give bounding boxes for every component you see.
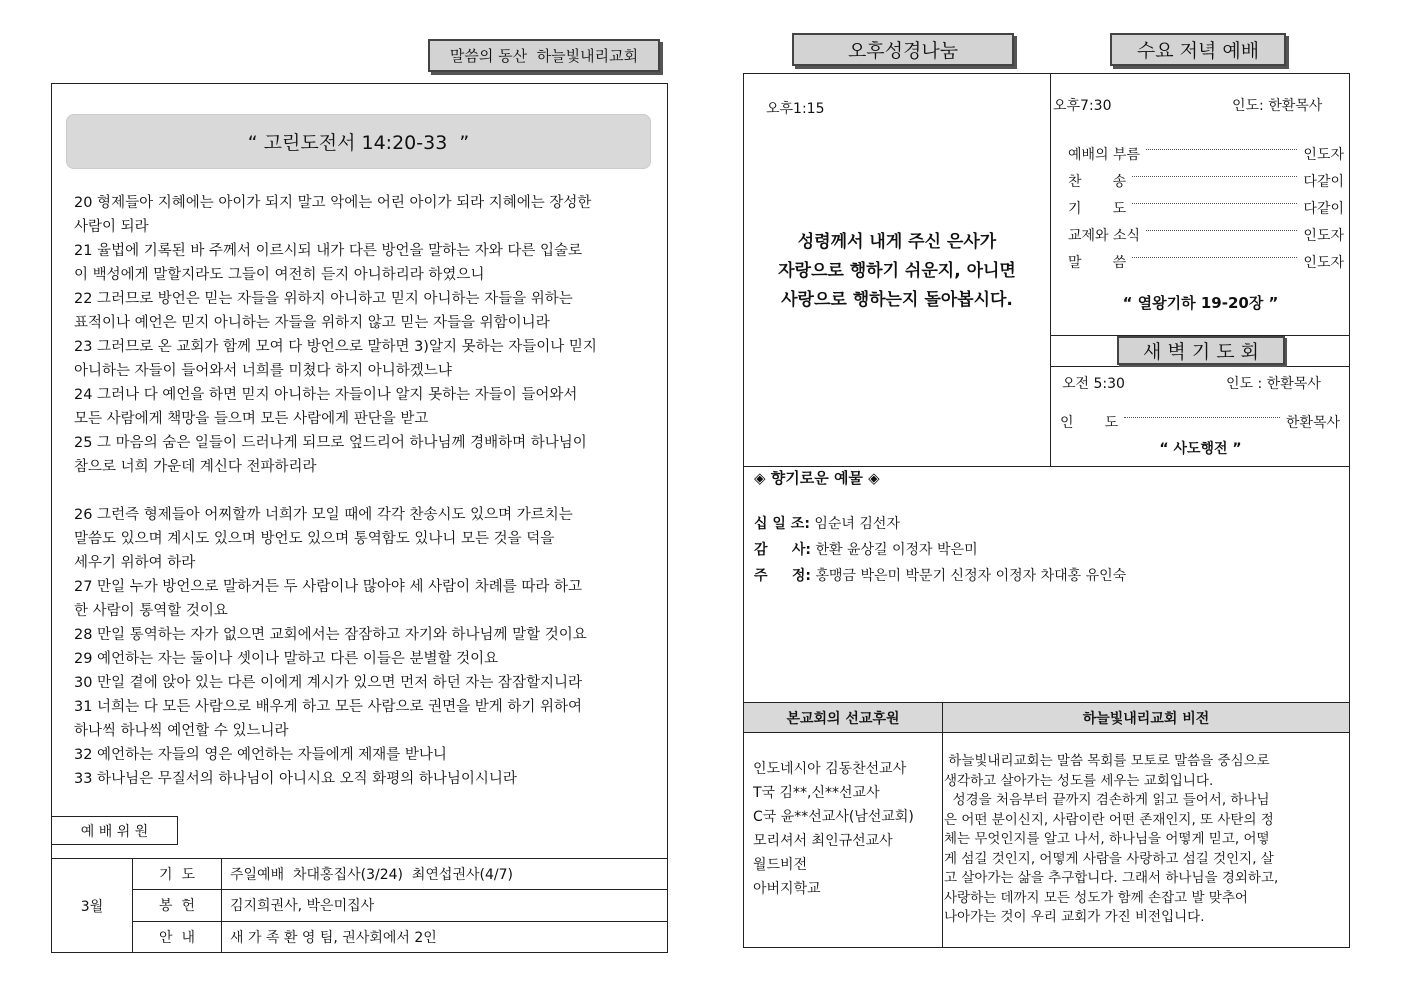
list-item bbox=[754, 563, 1126, 589]
wednesday-tab-text: 수요 저녁 예배 bbox=[1136, 40, 1260, 62]
verse-line: 29 예언하는 자는 둘이나 셋이나 말하고 다른 이들은 분별할 것이요 bbox=[74, 651, 499, 667]
committee-label bbox=[51, 816, 178, 845]
verse-line: 27 만일 누가 방언으로 말하거든 두 사람이나 많아야 세 사람이 차례를 따라 하고 bbox=[74, 579, 582, 595]
people-cell: 주일예배 차대홍집사(3/24) 최연섭권사(4/7) bbox=[222, 859, 668, 890]
dawn-scripture: “ 사도행전 ” bbox=[1159, 441, 1242, 457]
vision-line: 체는 무엇인지를 알고 나서, 하나님을 어떻게 믿고, 어떻 bbox=[944, 831, 1270, 847]
vision-line: 사랑하는 데까지 모든 성도가 함께 손잡고 발 맞추어 bbox=[944, 889, 1248, 906]
order-item: 말 씀 bbox=[1068, 254, 1127, 271]
order-item: 예배의 부름 bbox=[1068, 146, 1141, 163]
verse-line: 한 사람이 통역할 것이요 bbox=[74, 603, 228, 619]
order-who: 인도자 bbox=[1303, 254, 1344, 271]
afternoon-tab-text: 오후성경나눔 bbox=[847, 40, 959, 62]
vertical-divider-top bbox=[1050, 73, 1051, 466]
list-item: 인도네시아 김동찬선교사 bbox=[753, 761, 907, 777]
list-item bbox=[754, 537, 1126, 563]
dawn-leader: 인도 : 한환목사 bbox=[1226, 376, 1321, 392]
church-tag-text: 말씀의 동산 하늘빛내리교회 bbox=[449, 47, 639, 65]
offering-names: 임순녀 김선자 bbox=[814, 516, 900, 532]
message-line: 성령께서 내게 주신 은사가 bbox=[797, 232, 997, 252]
verse-line: 아니하는 자들이 들어와서 너희를 미쳤다 하지 아니하겠느냐 bbox=[74, 363, 452, 379]
list-item bbox=[1068, 194, 1344, 221]
message-line: 사랑으로 행하는지 돌아봅시다. bbox=[781, 290, 1013, 310]
verse-line: 세우기 위하여 하라 bbox=[74, 555, 196, 571]
mission-list bbox=[753, 757, 914, 901]
vision-text bbox=[944, 752, 1348, 928]
role-cell: 기 도 bbox=[133, 859, 222, 890]
verse-line: 25 그 마음의 숨은 일들이 드러나게 되므로 엎드리어 하나님께 경배하며 하나님이 bbox=[74, 435, 587, 451]
afternoon-tab bbox=[792, 33, 1014, 66]
people-cell: 새 가 족 환 영 팀, 권사회에서 2인 bbox=[222, 921, 668, 952]
verse-line: 31 너희는 다 모든 사람으로 배우게 하고 모든 사람으로 권면을 받게 하기 위하여 bbox=[74, 699, 582, 715]
order-who: 인도자 bbox=[1303, 227, 1344, 244]
verse-line: 26 그런즉 형제들아 어찌할까 너희가 모일 때에 각각 찬송시도 있으며 가르치는 bbox=[74, 507, 573, 523]
order-who: 다같이 bbox=[1303, 200, 1344, 217]
scripture-title: “ 고린도전서 14:20-33 ” bbox=[247, 132, 470, 154]
verse-line: 33 하나님은 무질서의 하나님이 아니시요 오직 화평의 하나님이시니라 bbox=[74, 771, 517, 787]
verse-line: 20 형제들아 지혜에는 아이가 되지 말고 악에는 어린 아이가 되라 지혜에는 장성한 bbox=[74, 195, 592, 211]
order-item: 교제와 소식 bbox=[1068, 227, 1141, 244]
wed-order-list bbox=[1068, 140, 1344, 275]
vision-line: 하늘빛내리교회는 말씀 목회를 모토로 말씀을 중심으로 bbox=[944, 753, 1270, 769]
offering-names: 한환 윤상길 이정자 박은미 bbox=[815, 542, 978, 558]
list-item bbox=[1068, 167, 1344, 194]
verse-line: 32 예언하는 자들의 영은 예언하는 자들에게 제재를 받나니 bbox=[74, 747, 447, 763]
table-row bbox=[52, 859, 668, 890]
list-item: 월드비전 bbox=[753, 857, 808, 873]
wed-time: 오후7:30 bbox=[1053, 98, 1112, 114]
verse-line: 참으로 너희 가운데 계신다 전파하리라 bbox=[74, 459, 317, 475]
vision-line: 게 섬길 것인지, 어떻게 사람을 사랑하고 섬길 것인지, 살 bbox=[944, 850, 1274, 867]
offering-title: ◈ 향기로운 예물 ◈ bbox=[754, 469, 880, 487]
offering-label: 감 사: bbox=[754, 542, 812, 558]
scripture-title-box bbox=[66, 114, 651, 169]
list-item: T국 김**,신**선교사 bbox=[753, 785, 880, 801]
verse-line: 표적이나 예언은 믿지 아니하는 자들을 위하지 않고 믿는 자들을 위함이니라 bbox=[74, 315, 550, 331]
list-item: C국 윤**선교사(남선교회) bbox=[753, 809, 914, 825]
verse-line: 24 그러나 다 예언을 하면 믿지 아니하는 자들이나 알지 못하는 자들이 들어와서 bbox=[74, 387, 578, 403]
message-line: 자랑으로 행하기 쉬운지, 아니면 bbox=[778, 261, 1016, 281]
dawn-time: 오전 5:30 bbox=[1062, 376, 1125, 392]
mission-vision-divider bbox=[942, 733, 943, 948]
afternoon-message bbox=[745, 228, 1049, 315]
order-who: 인도자 bbox=[1303, 146, 1344, 163]
verse-line: 사람이 되라 bbox=[74, 219, 149, 235]
horizontal-divider-dawn-2 bbox=[1050, 366, 1350, 367]
list-item bbox=[754, 511, 1126, 537]
wed-scripture: “ 열왕기하 19-20장 ” bbox=[1122, 294, 1279, 312]
verse-line: 이 백성에게 말할지라도 그들이 여전히 듣지 아니하리라 하였으니 bbox=[74, 267, 485, 283]
verse-line: 21 율법에 기록된 바 주께서 이르시되 내가 다른 방언을 말하는 자와 다른 입술로 bbox=[74, 243, 582, 259]
duty-table bbox=[51, 858, 668, 953]
order-item: 찬 송 bbox=[1068, 173, 1127, 190]
verse-line: 28 만일 통역하는 자가 없으면 교회에서는 잠잠하고 자기와 하나님께 말할 것이요 bbox=[74, 627, 587, 643]
verse-line: 23 그러므로 온 교회가 함께 모여 다 방언으로 말하면 3)알지 못하는 자들이나 믿지 bbox=[74, 339, 597, 355]
afternoon-time: 오후1:15 bbox=[766, 101, 825, 117]
dawn-who: 한환목사 bbox=[1285, 414, 1340, 431]
list-item: 모리셔서 최인규선교사 bbox=[753, 833, 893, 849]
role-cell: 안 내 bbox=[133, 921, 222, 952]
dawn-item: 인 도 bbox=[1060, 414, 1119, 431]
vision-line: 생각하고 살아가는 성도를 세우는 교회입니다. bbox=[944, 772, 1214, 789]
offering-label: 주 정: bbox=[754, 568, 812, 584]
list-item bbox=[1060, 408, 1340, 435]
offering-list bbox=[754, 511, 1126, 589]
verses-part-1 bbox=[74, 191, 664, 479]
order-who: 다같이 bbox=[1303, 173, 1344, 190]
list-item bbox=[1068, 221, 1344, 248]
table-row bbox=[52, 890, 668, 921]
offering-label: 십 일 조: bbox=[754, 516, 810, 532]
order-item: 기 도 bbox=[1068, 200, 1127, 217]
verses-part-2 bbox=[74, 503, 664, 791]
wednesday-tab bbox=[1110, 33, 1286, 66]
verse-line: 22 그러므로 방언은 믿는 자들을 위하지 아니하고 믿지 아니하는 자들을 위하는 bbox=[74, 291, 573, 307]
dawn-tab bbox=[1117, 336, 1285, 365]
month-cell: 3월 bbox=[52, 859, 133, 953]
mission-header bbox=[743, 702, 943, 733]
role-cell: 봉 헌 bbox=[133, 890, 222, 921]
vision-line: 은 어떤 분이신지, 사람이란 어떤 존재인지, 또 사탄의 정 bbox=[944, 811, 1274, 828]
vision-line: 성경을 처음부터 끝까지 겸손하게 읽고 들어서, 하나님 bbox=[944, 792, 1270, 808]
people-cell: 김지희권사, 박은미집사 bbox=[222, 890, 668, 921]
vision-line: 나아가는 것이 우리 교회가 가진 비전입니다. bbox=[944, 909, 1205, 925]
offering-names: 홍맹금 박은미 박문기 신정자 이정자 차대홍 유인숙 bbox=[815, 568, 1127, 584]
dawn-list bbox=[1060, 408, 1340, 435]
list-item bbox=[1068, 248, 1344, 275]
vision-line: 고 살아가는 삶을 추구합니다. 그래서 하나님을 경외하고, bbox=[944, 870, 1279, 886]
vision-header bbox=[942, 702, 1350, 733]
list-item: 아버지학교 bbox=[753, 881, 821, 897]
mission-header-text: 본교회의 선교후원 bbox=[786, 710, 900, 727]
verse-line: 말씀도 있으며 계시도 있으며 방언도 있으며 통역함도 있나니 모든 것을 덕을 bbox=[74, 531, 555, 547]
committee-label-text: 예 배 위 원 bbox=[80, 823, 149, 840]
table-row bbox=[52, 921, 668, 952]
wed-leader: 인도: 한환목사 bbox=[1232, 98, 1323, 114]
dawn-tab-text: 새 벽 기 도 회 bbox=[1143, 341, 1259, 363]
verse-line: 하나씩 하나씩 예언할 수 있느니라 bbox=[74, 723, 289, 739]
verse-line: 모든 사람에게 책망을 들으며 모든 사람에게 판단을 받고 bbox=[74, 411, 429, 427]
verse-line: 30 만일 곁에 앉아 있는 다른 이에게 계시가 있으면 먼저 하던 자는 잠잠할지니라 bbox=[74, 675, 582, 691]
church-tag bbox=[428, 39, 660, 72]
list-item bbox=[1068, 140, 1344, 167]
vision-header-text: 하늘빛내리교회 비전 bbox=[1082, 710, 1210, 727]
